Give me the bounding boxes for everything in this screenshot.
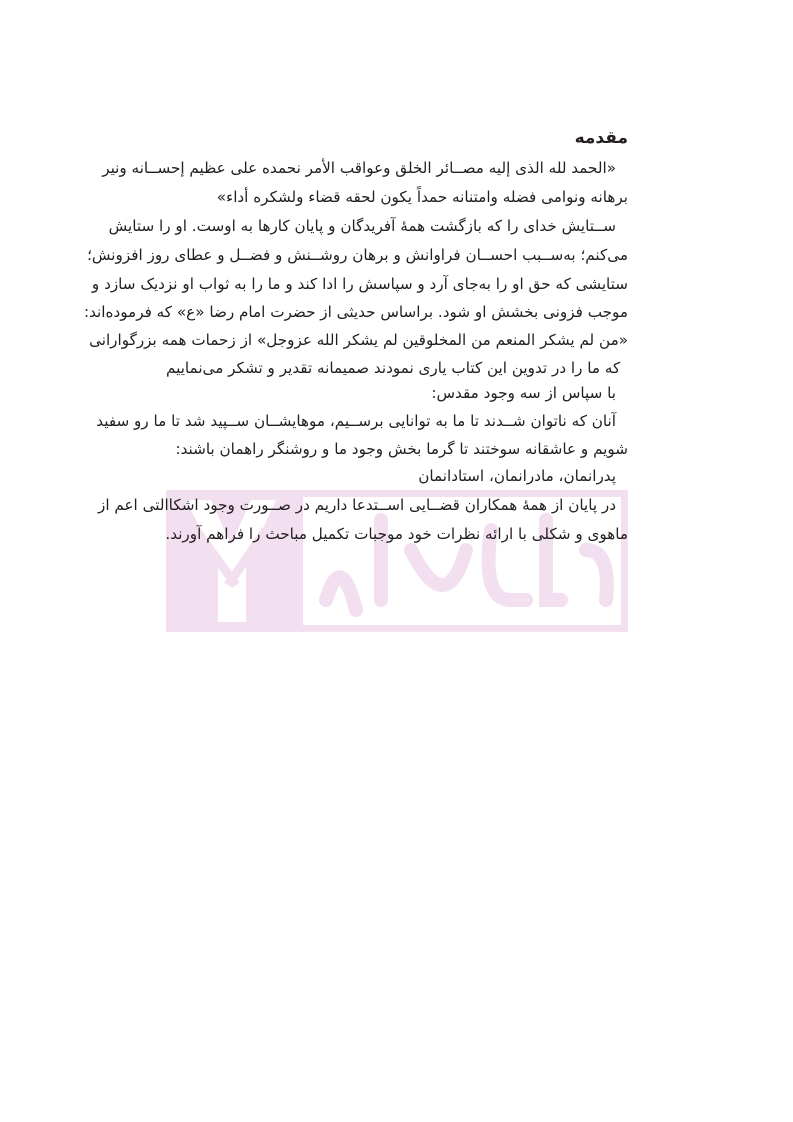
text-line: با سپاس از سه وجود مقدس: [431,384,616,402]
text-line: ماهوی و شکلی با ارائه نظرات خود موجبات تکمیل مباحث را فراهم آورند. [165,525,628,543]
text-line: پدرانمان، مادرانمان، استادانمان [418,467,616,485]
text-line: ســتایش خدای را که بازگشت همهٔ آفریدگان و پایان کارها به اوست. او را ستایش [108,217,616,235]
text-line: ستایشی که حق او را به‌جای آرد و سپاسش را ادا کند و ما را به ثواب او نزدیک سازد و [91,275,628,293]
text-line: در پایان از همهٔ همکاران قضــایی اســتدعا داریم در صــورت وجود اشکاالتی اعم از [98,496,616,514]
text-line: موجب فزونی بخشش او شود. براساس حدیثی از حضرت امام رضا «ع» که فرموده‌اند: [83,303,628,321]
text-line: شویم و عاشقانه سوختند تا گرما بخش وجود ما و روشنگر راهمان باشند: [175,440,628,458]
text-line: برهانه ونوامی فضله وامتنانه حمداً یکون لحقه قضاء ولشکره أداء» [216,188,628,206]
watermark-y-icon [186,500,276,622]
text-line: «الحمد لله الذی إلیه مصــائر الخلق وعواقب الأمر نحمده علی عظیم إحســانه ونیر [102,159,616,177]
page-heading: مقدمه [574,128,628,148]
text-line: که ما را در تدوین این کتاب یاری نمودند صمیمانه تقدیر و تشکر می‌نماییم [166,359,621,377]
text-line: آنان که ناتوان شــدند تا ما به توانایی برســیم، موهایشــان ســپید شد تا ما رو سفید [96,412,616,430]
text-line: «من لم یشکر المنعم من المخلوقین لم یشکر الله عزوجل» از زحمات همه بزرگوارانی [89,331,628,349]
text-line: می‌کنم؛ به‌ســبب احســان فراوانش و برهان روشــنش و فضــل و عطای روز افزونش؛ [87,246,628,264]
